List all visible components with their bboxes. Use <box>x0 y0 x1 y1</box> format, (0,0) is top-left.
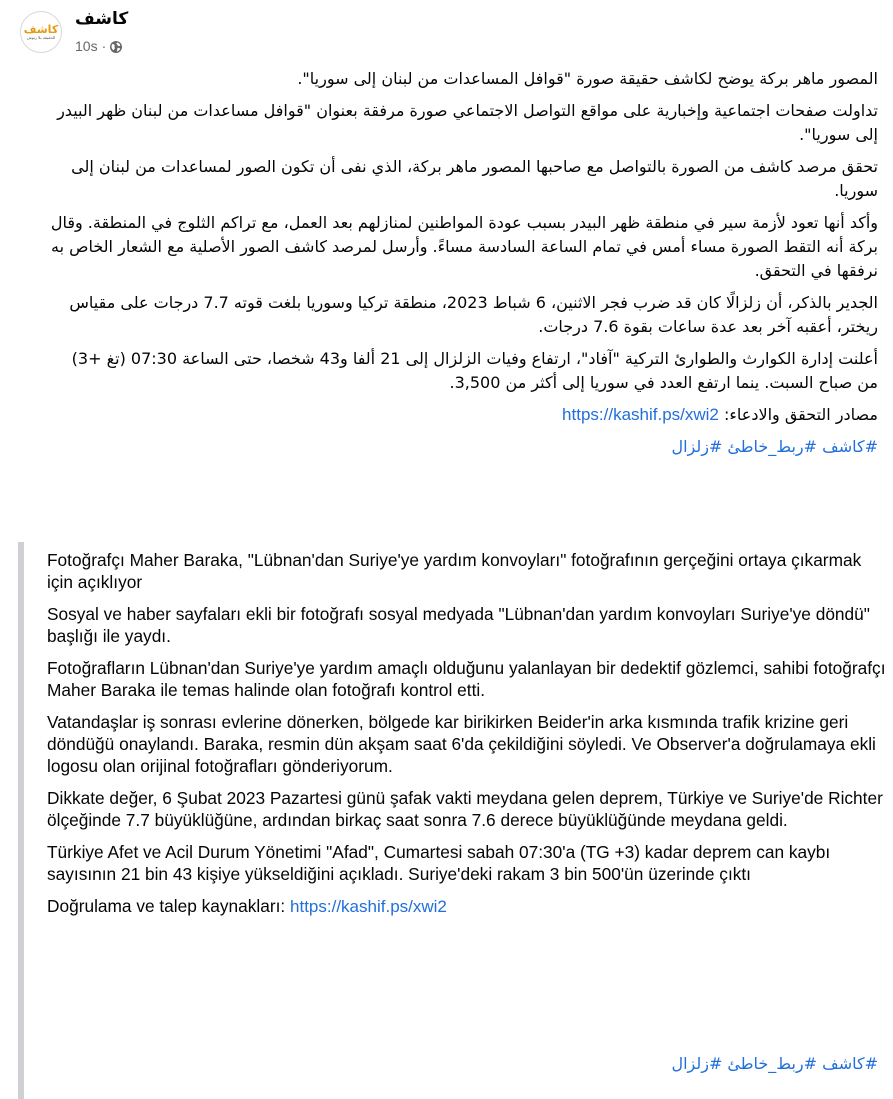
post-timestamp[interactable]: 10s <box>75 38 98 54</box>
globe-icon[interactable] <box>110 40 122 52</box>
post-body-arabic <box>48 67 878 467</box>
page-avatar[interactable] <box>20 11 62 53</box>
logo-subtext: الحقيقة بلا رتوش <box>26 35 56 40</box>
translation-block <box>18 542 886 1099</box>
translation-sources-link[interactable]: https://kashif.ps/xwi2 <box>290 897 447 916</box>
arabic-paragraph: وأكد أنها تعود لأزمة سير في منطقة ظهر البيدر بسبب عودة المواطنين لمنازلهم بعد العمل، مع تراكم الثلوج في المنطقة. وقال بركة أنه التقط الصورة مساء أمس في تمام الساعة السادسة مساءً. وأرسل لمرصد كاشف الصور الأصلية مع الشعار الخاص به نرفقها في التحقق. <box>50 213 878 280</box>
post-meta <box>75 9 128 54</box>
arabic-paragraph: أعلنت إدارة الكوارث والطوارئ التركية "آفاد"، ارتفاع وفيات الزلزال إلى 21 ألفا و43 شخصا، حتى الساعة 07:30 (تغ +3) من صباح السبت. ينما ارتفع العدد في سوريا إلى أكثر من 3,500. <box>71 349 878 392</box>
translation-hashtags[interactable]: #كاشف #ربط_خاطئ #زلزال <box>671 1054 878 1073</box>
post-time-row <box>75 38 128 54</box>
logo-text: كاشف <box>23 23 59 36</box>
arabic-paragraph: المصور ماهر بركة يوضح لكاشف حقيقة صورة "قوافل المساعدات من لبنان إلى سوريا". <box>297 69 878 88</box>
arabic-paragraph: الجدير بالذكر، أن زلزالًا كان قد ضرب فجر الاثنين، 6 شباط 2023، منطقة تركيا وسوريا بلغت قوته 7.7 درجات على مقياس ريختر، أعقبه آخر بعد عدة ساعات بقوة 7.6 درجات. <box>69 293 878 336</box>
translation-paragraph: Sosyal ve haber sayfaları ekli bir fotoğrafı sosyal medyada "Lübnan'dan yardım konvoyları Suriye'ye döndü" başlığı ile yaydı. <box>47 604 870 646</box>
arabic-sources <box>48 403 878 427</box>
translation-paragraph: Dikkate değer, 6 Şubat 2023 Pazartesi günü şafak vakti meydana gelen deprem, Türkiye ve Suriye'de Richter ölçeğinde 7.7 büyüklüğüne, ardından birkaç saat sonra 7.6 derece büyüklüğünde meydana geldi. <box>47 788 883 830</box>
translation-paragraph: Türkiye Afet ve Acil Durum Yönetimi "Afad", Cumartesi sabah 07:30'a (TG +3) kadar deprem can kaybı sayısının 21 bin 43 kişiye yükseldiğini açıkladı. Suriye'deki rakam 3 bin 500'ün üzerinde çıktı <box>47 842 831 884</box>
arabic-paragraph: تداولت صفحات اجتماعية وإخبارية على مواقع التواصل الاجتماعي صورة مرفقة بعنوان "قوافل مساعدات من لبنان ظهر البيدر إلى سوريا". <box>57 101 878 144</box>
arabic-paragraph: تحقق مرصد كاشف من الصورة بالتواصل مع صاحبها المصور ماهر بركة، الذي نفى أن تكون الصور لمساعدات من لبنان إلى سوريا. <box>71 157 878 200</box>
separator-dot: · <box>101 38 107 54</box>
arabic-sources-label: مصادر التحقق والادعاء: <box>718 405 878 424</box>
translation-sources-label: Doğrulama ve talep kaynakları: <box>47 896 291 916</box>
page-name-link[interactable]: كاشف <box>75 9 129 29</box>
translation-paragraph: Fotoğrafçı Maher Baraka, "Lübnan'dan Suriye'ye yardım konvoyları" fotoğrafının gerçeğini ortaya çıkarmak için açıklıyor <box>47 550 862 592</box>
arabic-hashtags[interactable]: #كاشف #ربط_خاطئ #زلزال <box>671 437 878 456</box>
arabic-sources-link[interactable]: https://kashif.ps/xwi2 <box>562 405 719 424</box>
translation-paragraph: Vatandaşlar iş sonrası evlerine dönerken, bölgede kar birikirken Beider'in arka kısmında trafik krizine geri döndüğü onaylandı. Baraka, resmin dün akşam saat 6'da çekildiğini söyledi. Ve Observer'a doğrulamaya ekli logosu olan orijinal fotoğrafları gönderiyorum. <box>47 712 876 776</box>
translation-text <box>47 549 887 928</box>
translation-sources <box>47 895 887 918</box>
translation-paragraph: Fotoğrafların Lübnan'dan Suriye'ye yardım amaçlı olduğunu yalanlayan bir dedektif gözlemci, sahibi fotoğrafçı Maher Baraka ile temas halinde olan fotoğrafı kontrol etti. <box>47 658 886 700</box>
post-header <box>20 9 128 55</box>
